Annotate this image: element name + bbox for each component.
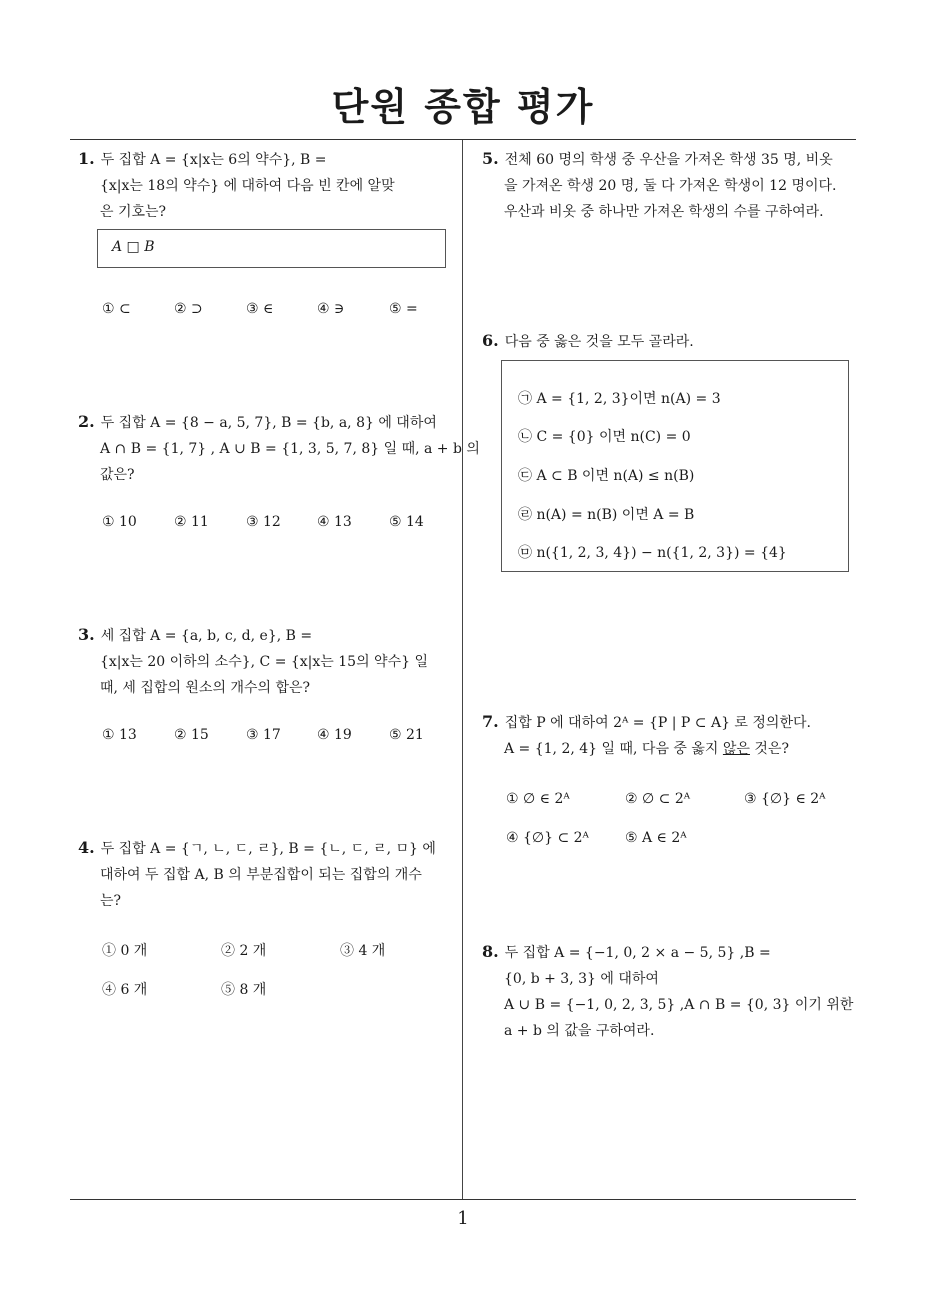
question-text-line: 세 집합 A = {a, b, c, d, e}, B = [100, 628, 313, 644]
choice-4[interactable]: ④ 19 [317, 727, 352, 743]
choice-5[interactable]: ⑤ 21 [389, 727, 424, 743]
underlined-word: 않은 [722, 741, 750, 757]
question-text-line: 집합 P 에 대하여 2ᴬ = {P | P ⊂ A} 로 정의한다. [504, 715, 811, 731]
statement-item: ㉠ A = {1, 2, 3}이면 n(A) = 3 [518, 391, 721, 407]
question-1 [78, 146, 456, 225]
statement-item: ㉣ n(A) = n(B) 이면 A = B [518, 507, 695, 523]
choice-3[interactable]: ③ 17 [246, 727, 281, 743]
choice-4[interactable]: ④ ∋ [317, 301, 345, 317]
question-text-line: 전체 60 명의 학생 중 우산을 가져온 학생 35 명, 비옷 [504, 152, 833, 168]
question-number: 7. [482, 712, 499, 731]
question-2 [78, 409, 480, 488]
choice-2[interactable]: ② 11 [174, 514, 209, 530]
page-title: 단원 종합 평가 [331, 85, 595, 129]
statement-box [501, 360, 849, 572]
question-4 [78, 835, 456, 914]
question-text-line: A ∩ B = {1, 7} , A ∪ B = {1, 3, 5, 7, 8} 일 때, a + b 의 [100, 441, 480, 457]
question-text-line: 다음 중 옳은 것을 모두 골라라. [504, 334, 694, 350]
question-number: 6. [482, 331, 499, 350]
choice-1[interactable]: ① 10 [102, 514, 137, 530]
choice-3[interactable]: ③ ∈ [246, 301, 274, 317]
question-text-line: 값은? [100, 467, 135, 483]
question-text-line: 두 집합 A = {8 − a, 5, 7}, B = {b, a, 8} 에 대하여 [100, 415, 437, 431]
question-text-line: 우산과 비옷 중 하나만 가져온 학생의 수를 구하여라. [504, 204, 824, 220]
question-number: 3. [78, 625, 95, 644]
question-3 [78, 622, 456, 701]
question-7 [482, 709, 862, 762]
question-text-line: 것은? [749, 741, 789, 757]
choice-5[interactable]: ⑤ 14 [389, 514, 424, 530]
question-text-line: 는? [100, 893, 122, 909]
question-8 [482, 939, 862, 1044]
choice-3[interactable]: ③ 12 [246, 514, 281, 530]
question-text-line: a + b 의 값을 구하여라. [504, 1023, 655, 1039]
top-rule [70, 139, 856, 140]
question-number: 4. [78, 838, 95, 857]
question-number: 5. [482, 149, 499, 168]
choice-3[interactable]: ③ 4 개 [340, 943, 386, 959]
statement-item: ㉡ C = {0} 이면 n(C) = 0 [518, 429, 691, 445]
choice-4[interactable]: ④ {∅} ⊂ 2ᴬ [506, 830, 589, 846]
choice-5[interactable]: ⑤ 8 개 [221, 982, 267, 998]
question-6 [482, 328, 862, 355]
choice-1[interactable]: ① ⊂ [102, 301, 131, 317]
bottom-rule [70, 1199, 856, 1200]
choice-5[interactable]: ⑤ A ∈ 2ᴬ [625, 830, 687, 846]
choice-1[interactable]: ① 0 개 [102, 943, 148, 959]
choice-4[interactable]: ④ 6 개 [102, 982, 148, 998]
blank-box-text: A □ B [112, 239, 155, 255]
question-text-line: {0, b + 3, 3} 에 대하여 [504, 971, 659, 987]
question-text-line: 때, 세 집합의 원소의 개수의 합은? [100, 680, 311, 696]
question-5 [482, 146, 862, 225]
choice-2[interactable]: ② ⊃ [174, 301, 203, 317]
choice-1[interactable]: ① ∅ ∈ 2ᴬ [506, 791, 570, 807]
choice-2[interactable]: ② 2 개 [221, 943, 267, 959]
choice-5[interactable]: ⑤ = [389, 301, 418, 317]
question-text-line: A ∪ B = {−1, 0, 2, 3, 5} ,A ∩ B = {0, 3} 이기 위한 [504, 997, 854, 1013]
choice-2[interactable]: ② ∅ ⊂ 2ᴬ [625, 791, 691, 807]
choice-1[interactable]: ① 13 [102, 727, 137, 743]
question-text-line: 은 기호는? [100, 204, 167, 220]
column-divider [462, 140, 463, 1200]
question-text-line: 두 집합 A = {x|x는 6의 약수}, B = [100, 152, 327, 168]
question-text-line: {x|x는 20 이하의 소수}, C = {x|x는 15의 약수} 일 [100, 654, 428, 670]
question-text-line: A = {1, 2, 4} 일 때, 다음 중 옳지 [504, 741, 723, 757]
choice-2[interactable]: ② 15 [174, 727, 209, 743]
page-number: 1 [457, 1208, 469, 1229]
question-text-line: 두 집합 A = {−1, 0, 2 × a − 5, 5} ,B = [504, 945, 771, 961]
blank-box [97, 229, 446, 268]
choice-3[interactable]: ③ {∅} ∈ 2ᴬ [744, 791, 826, 807]
question-text-line: {x|x는 18의 약수} 에 대하여 다음 빈 칸에 알맞 [100, 178, 395, 194]
choice-4[interactable]: ④ 13 [317, 514, 352, 530]
question-number: 8. [482, 942, 499, 961]
question-text-line: 두 집합 A = {ㄱ, ㄴ, ㄷ, ㄹ}, B = {ㄴ, ㄷ, ㄹ, ㅁ} 에 [100, 841, 436, 857]
statement-item: ㉤ n({1, 2, 3, 4}) − n({1, 2, 3}) = {4} [518, 545, 787, 561]
statement-item: ㉢ A ⊂ B 이면 n(A) ≤ n(B) [518, 468, 695, 484]
question-number: 1. [78, 149, 95, 168]
question-text-line: 대하여 두 집합 A, B 의 부분집합이 되는 집합의 개수 [100, 867, 422, 883]
question-number: 2. [78, 412, 95, 431]
question-text-line: 을 가져온 학생 20 명, 둘 다 가져온 학생이 12 명이다. [504, 178, 837, 194]
